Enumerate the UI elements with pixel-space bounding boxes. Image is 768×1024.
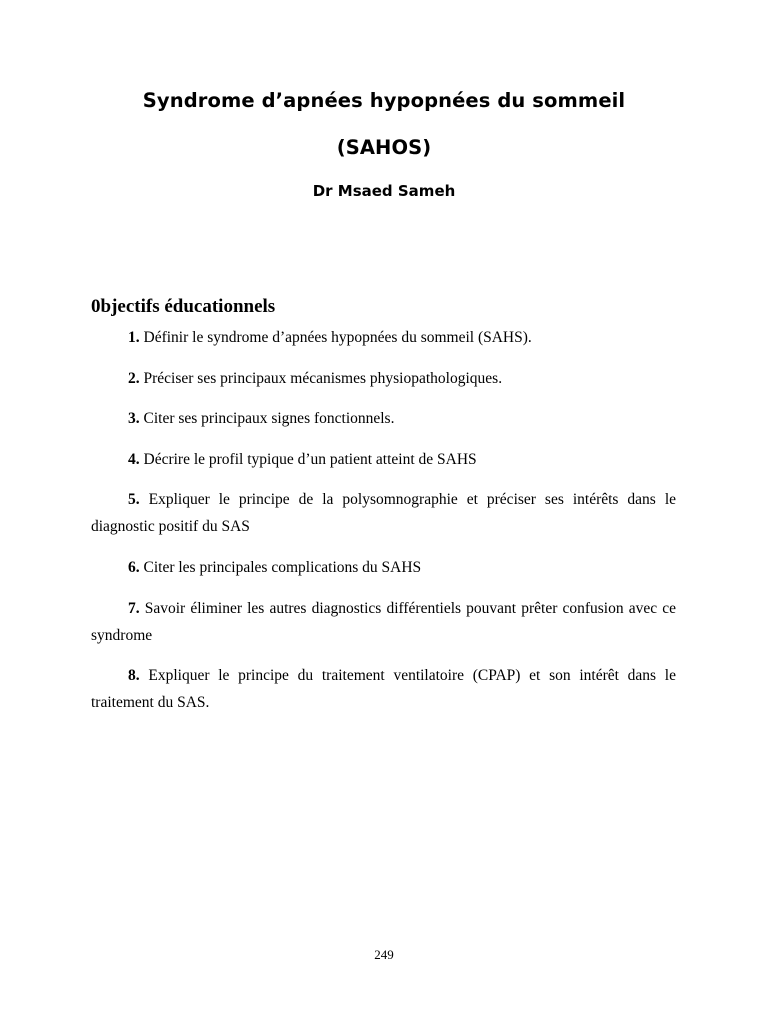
objective-item-2 — [91, 365, 676, 392]
objective-item-7 — [91, 595, 676, 649]
objective-text: Décrire le profil typique d’un patient atteint de SAHS — [143, 451, 477, 468]
objective-item-6 — [91, 554, 676, 581]
objective-number: 3. — [128, 410, 140, 427]
objective-number: 7. — [128, 600, 140, 617]
document-title-line-1: Syndrome d’apnées hypopnées du sommeil — [142, 89, 626, 112]
objective-item-5 — [91, 486, 676, 540]
objective-item-1 — [91, 324, 676, 351]
section-heading: 0bjectifs éducationnels — [91, 296, 276, 317]
author-name: Dr Msaed Sameh — [312, 182, 456, 200]
page-number: 249 — [374, 947, 394, 962]
objective-number: 2. — [128, 370, 140, 387]
objective-text: Citer les principales complications du SAHS — [143, 559, 422, 576]
objective-number: 1. — [128, 329, 140, 346]
objective-item-4 — [91, 446, 676, 473]
objective-text: Savoir éliminer les autres diagnostics différentiels pouvant prêter confusion avec ce syndrome — [91, 600, 676, 644]
objective-text: Expliquer le principe de la polysomnographie et préciser ses intérêts dans le diagnostic positif du SAS — [91, 491, 677, 535]
objective-number: 5. — [128, 491, 140, 508]
objective-text: Préciser ses principaux mécanismes physiopathologiques. — [143, 370, 503, 387]
objective-item-3 — [91, 405, 676, 432]
objective-number: 8. — [128, 667, 140, 684]
objective-text: Définir le syndrome d’apnées hypopnées du sommeil (SAHS). — [143, 329, 532, 346]
objective-text: Citer ses principaux signes fonctionnels. — [143, 410, 395, 427]
objective-text: Expliquer le principe du traitement ventilatoire (CPAP) et son intérêt dans le traitement du SAS. — [91, 667, 676, 711]
document-title-line-2: (SAHOS) — [336, 136, 432, 159]
objective-item-8 — [91, 662, 676, 716]
objective-number: 4. — [128, 451, 140, 468]
objective-number: 6. — [128, 559, 140, 576]
